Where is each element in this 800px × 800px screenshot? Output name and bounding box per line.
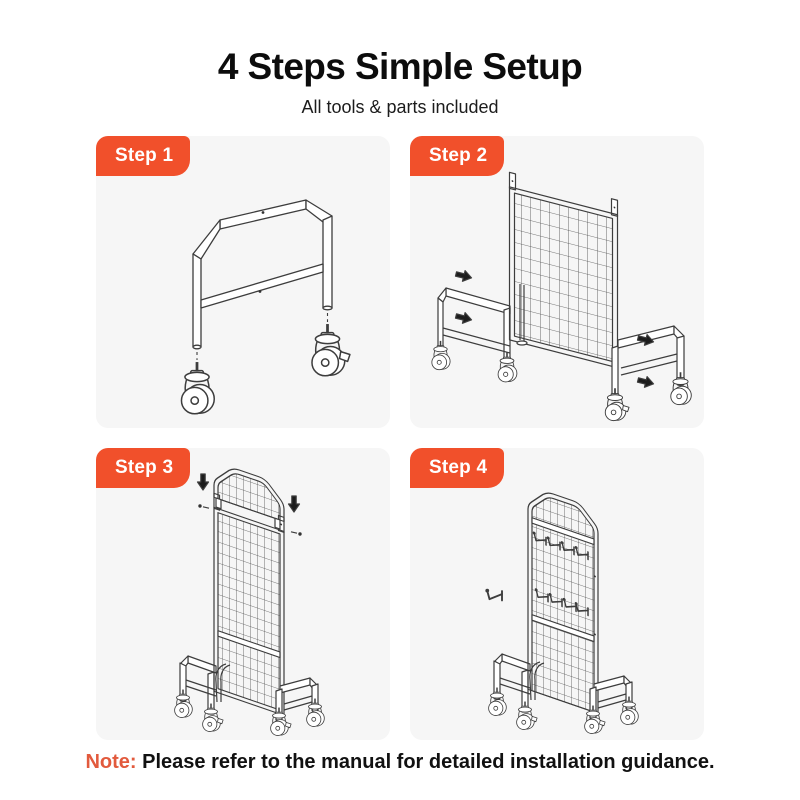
- note-text: Please refer to the manual for detailed installation guidance.: [142, 751, 715, 773]
- header: [0, 46, 800, 118]
- step-1-illustration: [96, 136, 390, 428]
- step-2-panel: [410, 136, 704, 428]
- step-4-illustration: [410, 448, 704, 740]
- page-subtitle: All tools & parts included: [301, 97, 499, 117]
- step-2-badge: Step 2: [410, 136, 504, 176]
- note-label: Note:: [85, 751, 137, 773]
- footer-note: [0, 751, 800, 774]
- step-2-illustration: [410, 136, 704, 428]
- step-4-badge: Step 4: [410, 448, 504, 488]
- step-4-panel: [410, 448, 704, 740]
- step-3-badge: Step 3: [96, 448, 190, 488]
- steps-grid: [96, 136, 704, 740]
- step-1-panel: [96, 136, 390, 428]
- page-title: 4 Steps Simple Setup: [217, 46, 583, 87]
- step-3-illustration: [96, 448, 390, 740]
- step-1-badge: Step 1: [96, 136, 190, 176]
- step-3-panel: [96, 448, 390, 740]
